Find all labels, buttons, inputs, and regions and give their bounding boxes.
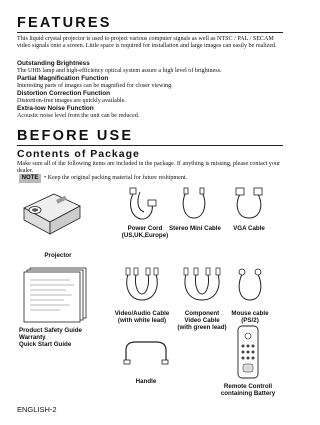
feature-title-magnification: Partial Magnification Function — [17, 75, 109, 82]
feature-text-distortion: Distortion-free images are quickly available. — [17, 97, 126, 104]
label-remote — [214, 383, 282, 397]
label-vga: VGA Cable — [233, 225, 265, 232]
label-remote-line2: containing Battery — [220, 390, 276, 398]
features-heading: FEATURES — [17, 15, 112, 31]
label-projector: Projector — [44, 252, 72, 259]
feature-title-distortion: Distortion Correction Function — [17, 90, 111, 97]
projector-illustration — [20, 188, 82, 240]
label-power-cord-line2: (US,UK,Europe) — [121, 232, 169, 240]
label-handle: Handle — [135, 378, 157, 385]
feature-text-brightness: The UHB lamp and high-efficiency optical system assure a high level of brightness. — [17, 67, 222, 74]
label-video-audio-line2: (with white lead) — [117, 317, 167, 325]
label-guides-line3: Quick Start Guide — [19, 341, 72, 349]
power-cord-icon — [126, 188, 162, 224]
label-video-audio — [108, 310, 176, 324]
label-component-line1: Component — [184, 310, 220, 317]
label-remote-line1: Remote Controll — [223, 383, 273, 390]
label-guides — [19, 327, 109, 349]
label-stereo-mini: Stereo Mini Cable — [169, 225, 221, 232]
before-use-heading: BEFORE USE — [17, 128, 134, 144]
label-guides-line2: Warranty — [19, 334, 46, 342]
vga-cable-icon — [234, 188, 264, 224]
label-mouse-line1: Mouse cable — [231, 310, 269, 317]
before-use-rule — [17, 145, 283, 146]
stereo-mini-cable-icon — [180, 188, 208, 224]
label-component-line3: (with green lead) — [177, 324, 227, 332]
label-video-audio-line1: Video/Audio Cable — [114, 310, 170, 317]
page-footer: ENGLISH-2 — [17, 405, 57, 414]
features-intro: This liquid crystal projector is used to project various computer signals as well as NTSC / PAL / SECAM video signals onto a screen. Little space is required for installation and large images can easily be realized. — [17, 36, 277, 50]
handle-illustration — [124, 342, 168, 366]
feature-title-noise: Extra-low Noise Function — [17, 105, 94, 112]
feature-text-noise: Acoustic noise level from the unit can be reduced. — [17, 112, 140, 119]
remote-control-illustration — [236, 326, 260, 380]
note-badge: NOTE — [19, 174, 41, 183]
component-cable-icon — [182, 268, 222, 306]
label-guides-line1: Product Safety Guide — [19, 327, 82, 334]
contents-title: Contents of Package — [17, 148, 140, 160]
label-mouse — [224, 310, 276, 324]
label-mouse-line2: (PS/2) — [241, 317, 259, 325]
contents-text: Make sure all of the following items are included in the package. If anything is missing, please contact your dealer. — [17, 161, 280, 175]
feature-text-magnification: Interesting parts of images can be magnified for closer viewing. — [17, 82, 173, 89]
mouse-cable-icon — [236, 268, 264, 306]
guide-booklets-illustration — [24, 268, 88, 322]
label-power-cord-line1: Power Cord — [127, 225, 163, 232]
note-text: • Keep the original packing material for future reshipment. — [44, 175, 188, 181]
video-audio-cable-icon — [124, 268, 160, 306]
feature-title-brightness: Outstanding Brightness — [17, 60, 90, 67]
label-component-line2: Video Cable — [184, 317, 220, 325]
features-rule — [17, 32, 283, 33]
